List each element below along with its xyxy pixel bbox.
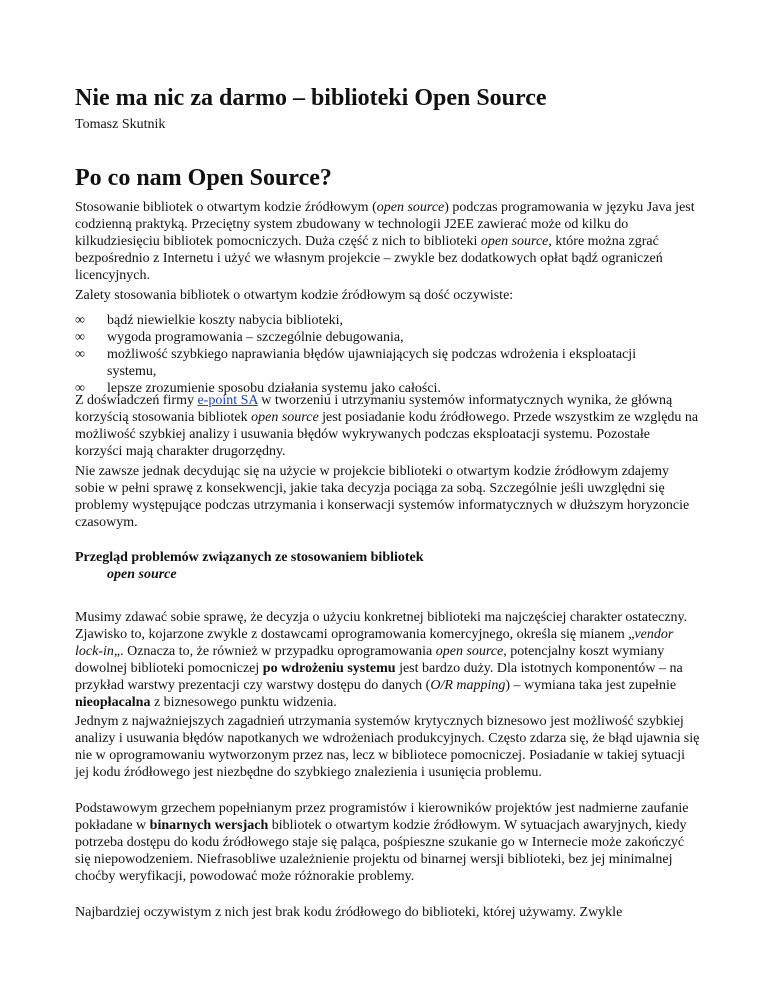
paragraph-binary-versions: Podstawowym grzechem popełnianym przez programistów i kierowników projektów jest nadmierne zaufanie pokładane w binarnych wersjach bibliotek o otwartym kodzie źródłowym. W sytuacjach awaryjnych, kiedy potrzeba dostępu do kodu źródłowego staje się paląca, pośpieszne szukanie go w Internecie może zakończyć się niepowodzeniem. Niefrasobliwe uzależnienie projektu od binarnej wersji biblioteki, bez jej minimalnej choćby weryfikacji, powodować może różnorakie problemy.	[75, 801, 689, 884]
section-heading-po-co: Po co nam Open Source?	[75, 165, 332, 191]
paragraph-maintenance: Jednym z najważniejszych zagadnień utrzymania systemów krytycznych biznesowo jest możliwość szybkiej analizy i usuwania błędów napotkanych we wdrożeniach produkcyjnych. Często zdarza się, że błąd ujawnia się nie w oprogramowaniu wytworzonym przez nas, lecz w bibliotece pomocniczej. Posiadanie w takiej sytuacji jej kodu źródłowego jest niezbędne do szybkiego znalezienia i usunięcia problemu.	[75, 714, 700, 780]
paragraph-experience: Z doświadczeń firmy e-point SA w tworzeniu i utrzymaniu systemów informatycznych wynika, że główną korzyścią stosowania bibliotek open source jest posiadanie kodu źródłowego. Przede wszystkim ze względu na możliwość szybkiej analizy i usuwania błędów wykrywanych podczas eksploatacji systemu. Pozostałe korzyści mają charakter drugorzędny.	[75, 393, 699, 459]
paragraph-vendor-lock-in: Musimy zdawać sobie sprawę, że decyzja o użyciu konkretnej biblioteki ma najczęściej charakter ostateczny. Zjawisko to, kojarzone zwykle z dostawcami oprogramowania komercyjnego, określa się mianem „vendor lock-in„. Oznacza to, że również w przypadku oprogramowania open source, potencjalny koszt wymiany dowolnej biblioteki pomocniczej po wdrożeniu systemu jest bardzo duży. Dla istotnych komponentów – na przykład warstwy prezentacji czy warstwy dostępu do danych (O/R mapping) – wymiana taka jest zupełnie nieopłacalna z biznesowego punktu widzenia.	[75, 610, 688, 710]
bullet-infinity-icon: ∞	[75, 330, 85, 345]
paragraph-advantages-intro: Zalety stosowania bibliotek o otwartym kodzie źródłowym są dość oczywiste:	[75, 288, 514, 303]
paragraph-intro: Stosowanie bibliotek o otwartym kodzie źródłowym (open source) podczas programowania w języku Java jest codzienną praktyką. Przeciętny system zbudowany w technologii J2EE zawierać może od kilku do kilkudziesięciu bibliotek pomocniczych. Duża część z nich to biblioteki open source, które można zgrać bezpośrednio z Internetu i użyć we własnym projekcie – zwykle bez dodatkowych opłat bądź ograniczeń licencyjnych.	[75, 200, 695, 283]
bullet-infinity-icon: ∞	[75, 347, 85, 362]
paragraph-no-source: Najbardziej oczywistym z nich jest brak kodu źródłowego do biblioteki, której używamy. Zwykle	[75, 905, 623, 920]
list-item: ∞ wygoda programowania – szczególnie debugowania,	[75, 330, 404, 345]
document-title: Nie ma nic za darmo – biblioteki Open Source	[75, 85, 547, 111]
bullet-infinity-icon: ∞	[75, 381, 85, 396]
section-heading-przeglad: Przegląd problemów związanych ze stosowaniem bibliotek open source	[75, 550, 424, 582]
bullet-infinity-icon: ∞	[75, 313, 85, 328]
document-author: Tomasz Skutnik	[75, 117, 166, 132]
list-item: ∞ bądź niewielkie koszty nabycia biblioteki,	[75, 313, 343, 328]
e-point-link[interactable]: e-point SA	[197, 393, 258, 408]
list-item: ∞ lepsze zrozumienie sposobu działania systemu jako całości.	[75, 381, 441, 396]
paragraph-consequences: Nie zawsze jednak decydując się na użycie w projekcie biblioteki o otwartym kodzie źródłowym zdajemy sobie w pełni sprawę z konsekwencji, jakie taka decyzja pociąga za sobą. Szczególnie jeśli uwzględni się problemy występujące podczas utrzymania i konserwacji systemów informatycznych w dłuższym horyzoncie czasowym.	[75, 464, 690, 530]
advantages-list	[75, 312, 700, 397]
list-item: ∞ możliwość szybkiego naprawiania błędów ujawniających się podczas wdrożenia i eksploatacji systemu,	[75, 347, 637, 379]
